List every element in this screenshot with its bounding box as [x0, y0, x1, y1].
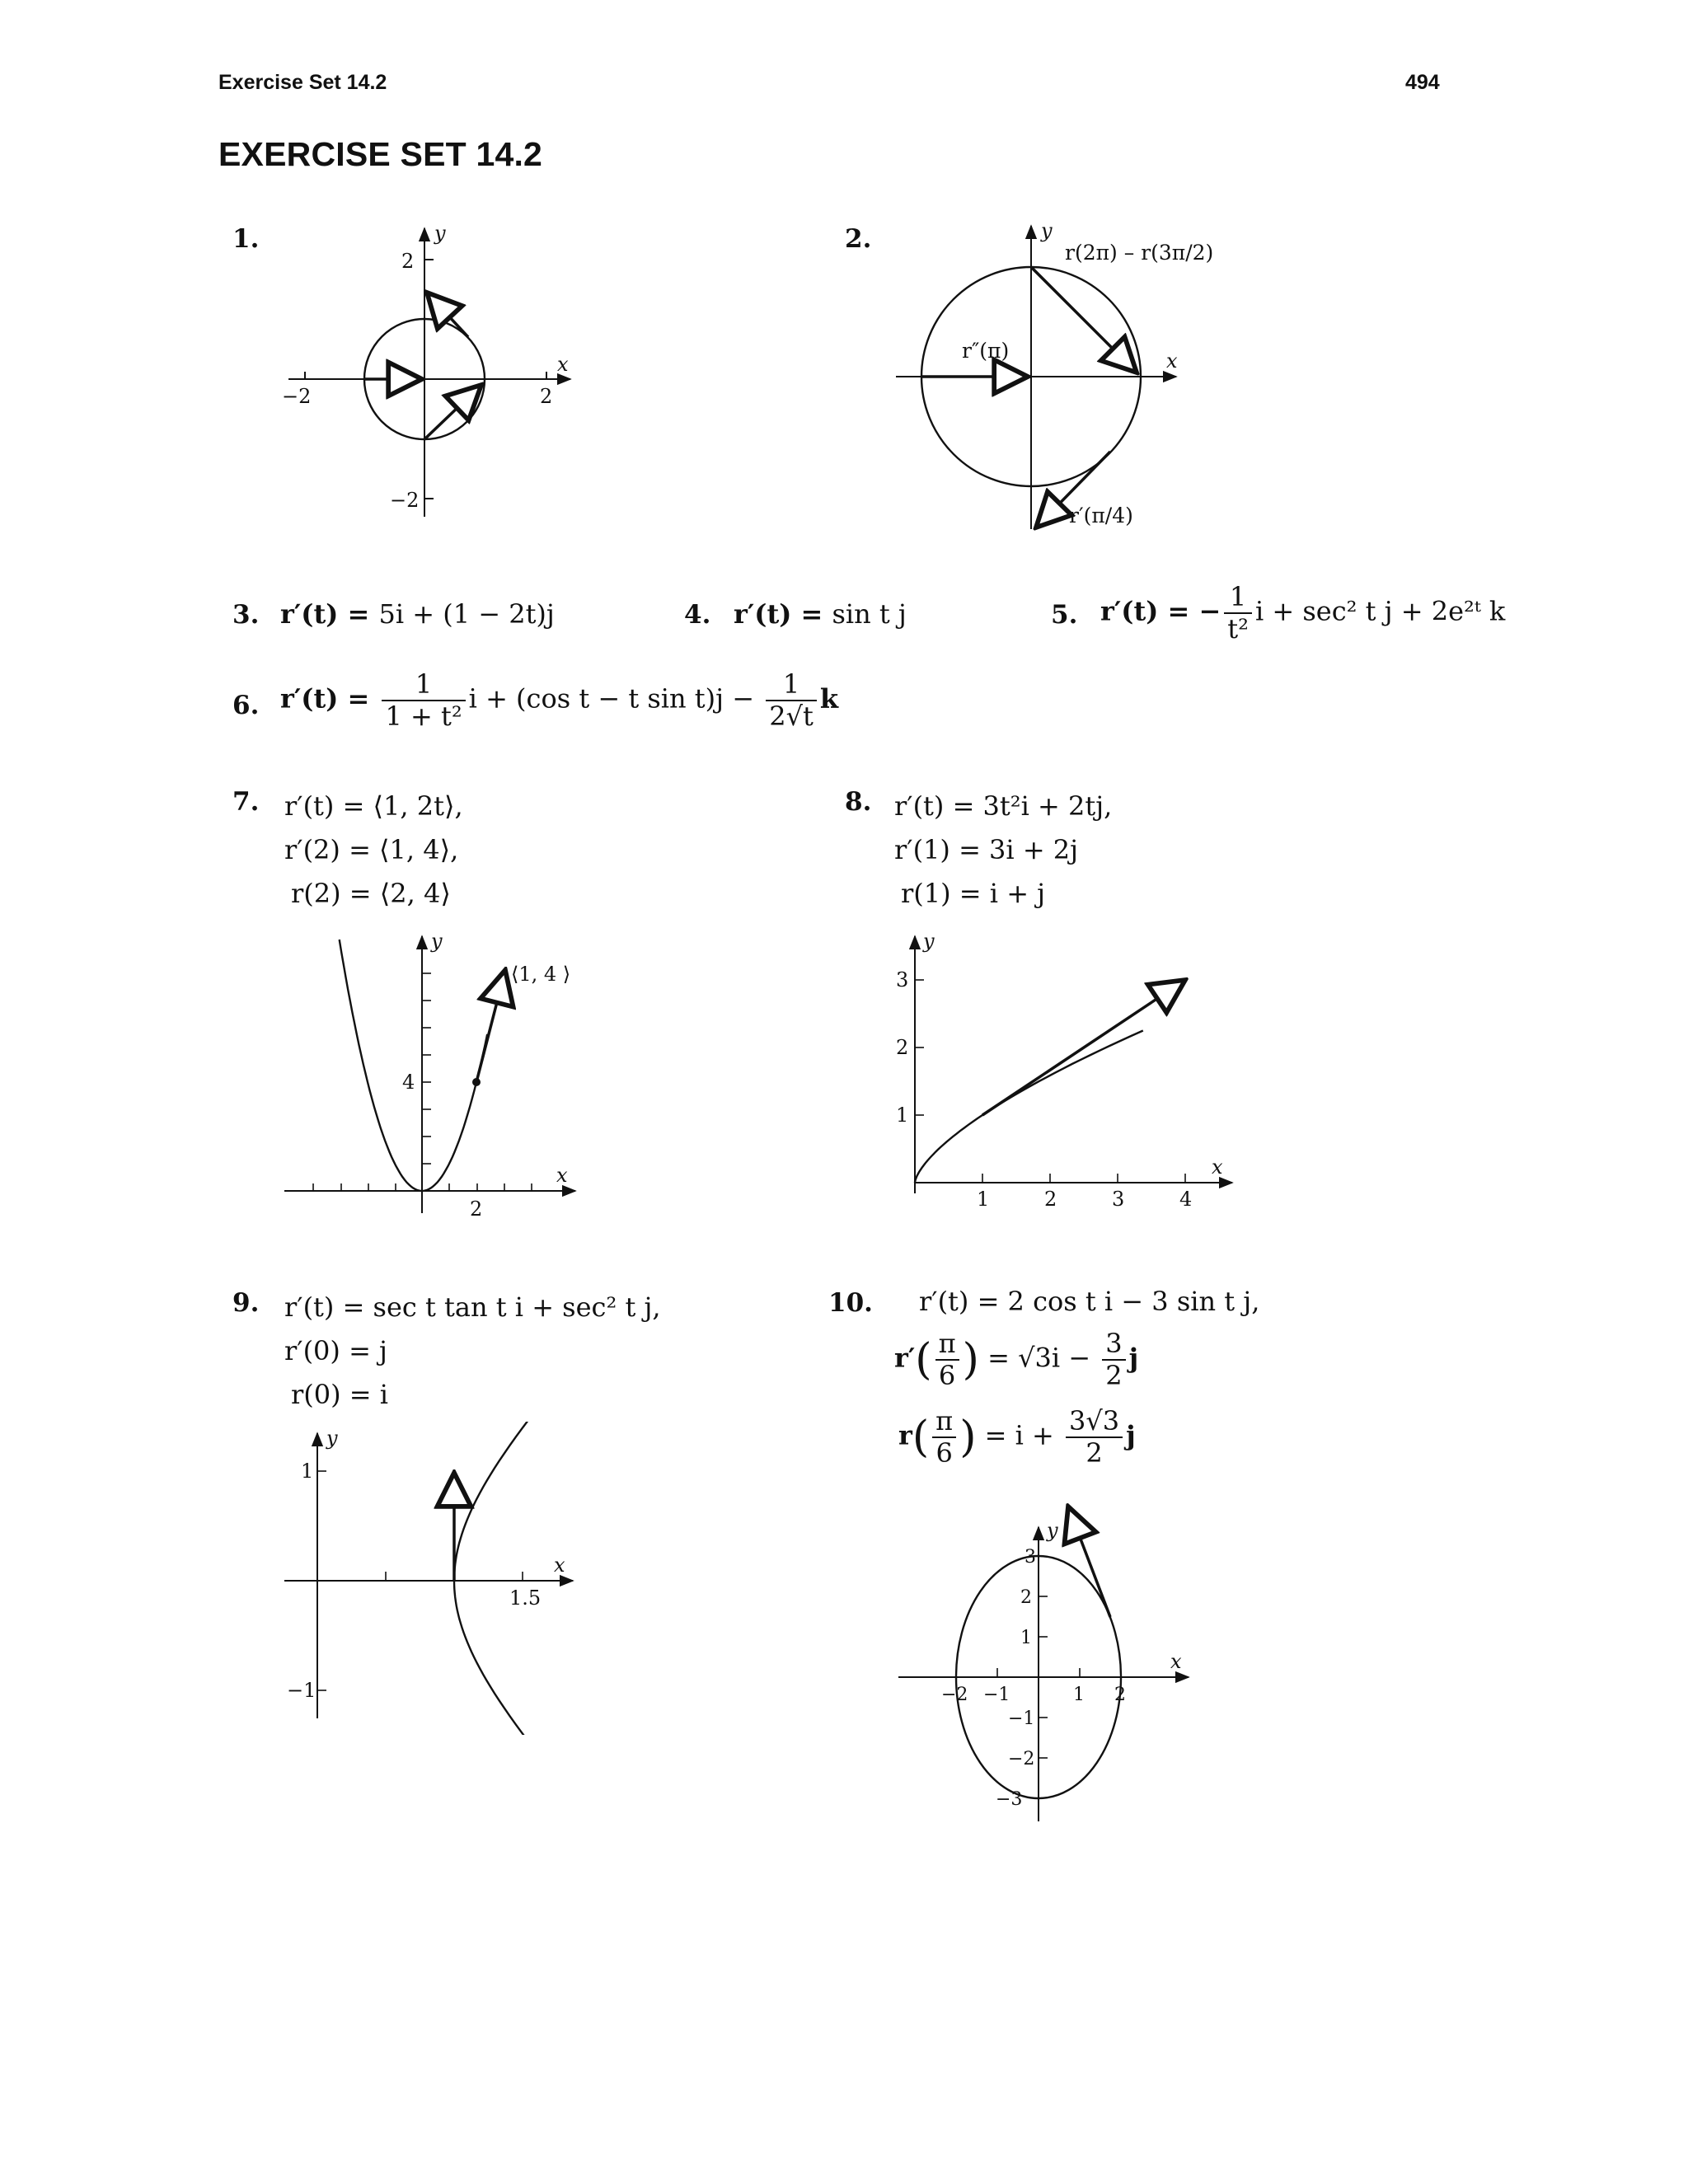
fraction-denominator: 1 + t² — [385, 700, 462, 732]
problem-number: 3. — [232, 600, 260, 630]
fraction-numerator: 1 — [1224, 582, 1252, 614]
y-axis-label: y — [1047, 1519, 1058, 1542]
tick-label: 2 — [401, 250, 415, 273]
x-axis-label: x — [1166, 349, 1178, 373]
tick-label: −2 — [390, 489, 420, 512]
fraction-denominator: 2 — [1105, 1359, 1123, 1391]
tick-label: 1 — [977, 1188, 990, 1211]
problem-number: 7. — [232, 787, 260, 817]
fraction-numerator: π — [935, 1329, 959, 1361]
tick-label: 3 — [1025, 1547, 1036, 1568]
problem-number: 2. — [845, 224, 872, 254]
graph-problem-7 — [272, 931, 602, 1228]
x-axis-label: x — [557, 353, 569, 376]
fraction-denominator: 6 — [938, 1359, 956, 1391]
vector-label-top: r(2π) – r(3π/2) — [1065, 241, 1214, 265]
equation — [734, 598, 907, 630]
tick-label: 2 — [1020, 1587, 1032, 1608]
tick-label: −2 — [941, 1685, 968, 1705]
point-label: ⟨1, 4 ⟩ — [511, 963, 571, 986]
fraction-numerator: 3√3 — [1066, 1406, 1123, 1438]
x-axis-label: x — [1170, 1650, 1182, 1673]
tick-label: −1 — [983, 1685, 1010, 1705]
y-axis-label: y — [923, 931, 935, 953]
curve — [454, 1422, 537, 1735]
tick-label: 2 — [470, 1197, 483, 1221]
tick-label: 3 — [896, 968, 909, 991]
graph-problem-8 — [890, 931, 1253, 1228]
equation-rhs: 5i + (1 − 2t)j — [378, 598, 555, 630]
page-number: 494 — [1405, 71, 1440, 94]
equation-block — [284, 1286, 661, 1417]
point-marker — [472, 1078, 481, 1086]
tick-label: 1 — [1073, 1685, 1085, 1705]
tick-label: 2 — [1114, 1685, 1126, 1705]
equation-line: r′(t) = ⟨1, 2t⟩, — [284, 790, 463, 822]
problem-number: 10. — [828, 1288, 873, 1318]
fraction-denominator: 2√t — [769, 700, 814, 732]
equation-line: r( $\frac{\pi}{6}$ ) = i + $\frac{3√3}{2}$ j — [898, 1405, 1136, 1469]
tick-label: 1 — [1020, 1628, 1032, 1648]
tick-label: 1 — [301, 1460, 314, 1483]
fraction-denominator: t² — [1227, 612, 1249, 644]
equation-line: r′(t) = 3t²i + 2tj, — [894, 790, 1113, 822]
equation-block — [284, 785, 463, 916]
fraction-denominator: 6 — [935, 1436, 953, 1469]
fraction-numerator: 3 — [1102, 1329, 1125, 1361]
exercise-set-title: EXERCISE SET 14.2 — [218, 135, 543, 173]
tick-label: 2 — [1044, 1188, 1057, 1211]
equation-line: r′(t) = sec t tan t i + sec² t j, — [284, 1291, 661, 1323]
fraction-numerator: π — [932, 1406, 956, 1438]
fraction-denominator: 2 — [1085, 1436, 1103, 1469]
tick-label: −2 — [282, 385, 312, 408]
curve — [915, 1031, 1143, 1183]
equation-line: r(2) = ⟨2, 4⟩ — [291, 878, 451, 909]
problem-number: 9. — [232, 1288, 260, 1318]
running-title: Exercise Set 14.2 — [218, 71, 387, 94]
parabola-curve — [340, 940, 488, 1191]
equation-line: r′(0) = j — [284, 1335, 387, 1366]
y-axis-label: y — [431, 931, 443, 953]
equation-middle: i + (cos t − t sin t)j − — [468, 682, 763, 715]
problem-number: 6. — [232, 691, 260, 720]
vector-label-bottom: r′(π/4) — [1069, 504, 1133, 527]
problem-number: 4. — [684, 600, 711, 630]
equation-line: r′(2) = ⟨1, 4⟩, — [284, 834, 459, 865]
equation-lhs: r′(t) = — [280, 682, 379, 715]
tick-label: 3 — [1112, 1188, 1125, 1211]
fraction-numerator: 1 — [382, 669, 465, 701]
equation-middle: = √3i − — [987, 1342, 1100, 1374]
graph-problem-2 — [886, 216, 1249, 546]
equation-lhs: r′(t) = − — [1100, 595, 1221, 627]
equation-lhs: r′ — [894, 1342, 916, 1374]
y-axis-label: y — [1041, 219, 1053, 242]
y-axis-label: y — [326, 1427, 338, 1450]
problem-number: 1. — [232, 224, 260, 254]
tick-label: 2 — [896, 1036, 909, 1059]
equation — [1100, 582, 1505, 644]
equation-lhs: r — [898, 1419, 912, 1451]
x-axis-label: x — [556, 1164, 568, 1187]
vector-label-mid: r″(π) — [962, 339, 1010, 363]
equation-line: r′(1) = 3i + 2j — [894, 834, 1079, 865]
problem-number: 5. — [1051, 600, 1078, 630]
tick-label: 1.5 — [509, 1586, 542, 1610]
equation-line: r′(t) = 2 cos t i − 3 sin t j, — [919, 1286, 1260, 1317]
tick-label: −3 — [996, 1789, 1023, 1810]
equation-block — [894, 785, 1112, 916]
equation-lhs: r′(t) = — [734, 598, 832, 630]
equation-tail: j — [1128, 1342, 1139, 1374]
graph-problem-1 — [272, 218, 593, 523]
x-axis-label: x — [554, 1554, 565, 1577]
equation-line: r′( $\frac{\pi}{6}$ ) = √3i − $\frac{3}{2}$ j — [894, 1328, 1139, 1391]
equation-rhs: i + sec² t j + 2e²ᵗ k — [1254, 595, 1506, 627]
tick-label: −1 — [287, 1679, 316, 1702]
graph-problem-9 — [272, 1422, 602, 1735]
equation-middle: = i + — [984, 1419, 1063, 1451]
equation — [280, 598, 555, 630]
equation-rhs: sin t j — [832, 598, 907, 630]
equation-line: r(1) = i + j — [901, 878, 1046, 909]
tick-label: 4 — [402, 1071, 415, 1094]
tick-label: 1 — [896, 1104, 909, 1127]
equation-lhs: r′(t) = — [280, 598, 379, 630]
tick-label: 2 — [540, 385, 553, 408]
problem-number: 8. — [845, 787, 872, 817]
equation-tail: j — [1126, 1419, 1136, 1451]
graph-problem-10 — [890, 1496, 1203, 1825]
tick-label: −2 — [1008, 1749, 1035, 1769]
tick-label: −1 — [1008, 1708, 1035, 1729]
equation — [280, 669, 838, 732]
tick-label: 4 — [1179, 1188, 1193, 1211]
equation-tail: k — [819, 682, 838, 715]
x-axis-label: x — [1212, 1155, 1223, 1179]
y-axis-label: y — [434, 222, 446, 245]
fraction-numerator: 1 — [766, 669, 817, 701]
equation-line: r(0) = i — [291, 1379, 389, 1410]
